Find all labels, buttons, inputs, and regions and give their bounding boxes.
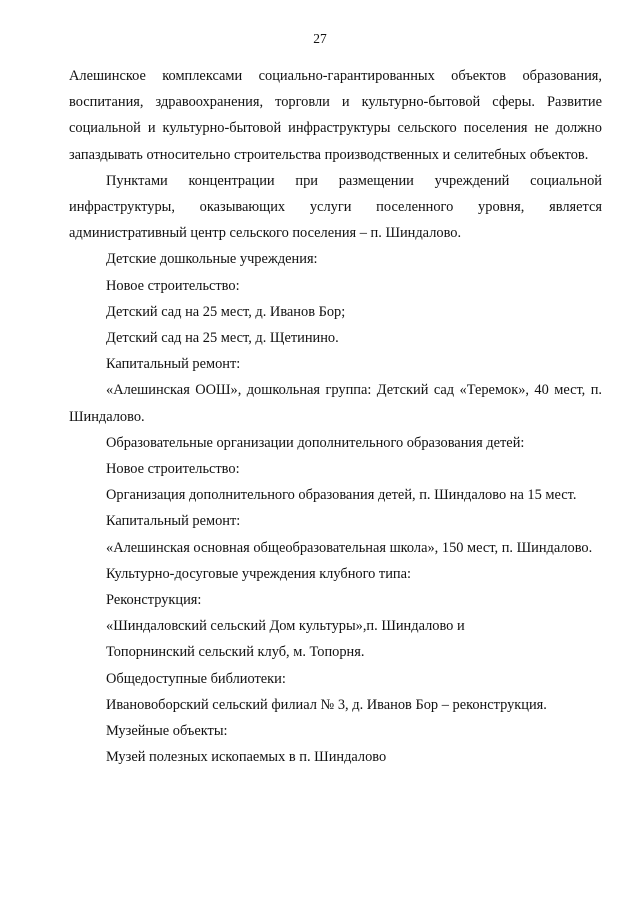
item-library-branch: Ивановоборский сельский филиал № 3, д. Иванов Бор – реконструкция. — [106, 696, 547, 713]
item-house-of-culture: «Шиндаловский сельский Дом культуры»,п. Шиндалово и — [106, 618, 465, 635]
heading-reconstruction: Реконструкция: — [106, 592, 202, 609]
heading-libraries: Общедоступные библиотеки: — [106, 670, 286, 687]
paragraph-concentration-points: Пунктами концентрации при размещении учреждений социальной инфраструктуры, оказывающих услуги поселенного уровня, является административный центр сельского поселения – п. Шиндалово. — [69, 172, 602, 242]
paragraph-intro: Алешинское комплексами социально-гарантированных объектов образования, воспитания, здравоохранения, торговли и культурно-бытовой сферы. Развитие социальной и культурно-бытовой инфраструктуры сельского поселения не должно запаздывать относительно строительства производственных и селитебных объектов. — [69, 68, 602, 163]
item-additional-education-org: Организация дополнительного образования детей, п. Шиндалово на 15 мест. — [106, 487, 577, 504]
heading-cultural-leisure: Культурно-досуговые учреждения клубного типа: — [106, 565, 412, 582]
heading-preschool: Детские дошкольные учреждения: — [106, 251, 318, 268]
page-number: 27 — [313, 31, 327, 46]
heading-new-construction: Новое строительство: — [106, 277, 240, 294]
item-teremok: «Алешинская ООШ», дошкольная группа: Детский сад «Теремок», 40 мест, п. Шиндалово. — [69, 382, 602, 425]
item-kindergarten-ivanov-bor: Детский сад на 25 мест, д. Иванов Бор; — [106, 303, 346, 320]
heading-new-construction-2: Новое строительство: — [106, 461, 240, 478]
item-aleshinskaya-school: «Алешинская основная общеобразовательная школа», 150 мест, п. Шиндалово. — [106, 539, 593, 556]
heading-capital-repair: Капитальный ремонт: — [106, 356, 241, 373]
item-topornya-club: Топорнинский сельский клуб, м. Топорня. — [106, 644, 365, 661]
heading-museums: Музейные объекты: — [106, 723, 228, 740]
heading-capital-repair-2: Капитальный ремонт: — [106, 513, 241, 530]
item-kindergarten-shchetinino: Детский сад на 25 мест, д. Щетинино. — [106, 330, 339, 347]
heading-additional-education: Образовательные организации дополнительного образования детей: — [106, 434, 525, 451]
item-mineral-museum: Музей полезных ископаемых в п. Шиндалово — [106, 749, 387, 766]
document-body — [69, 63, 602, 770]
